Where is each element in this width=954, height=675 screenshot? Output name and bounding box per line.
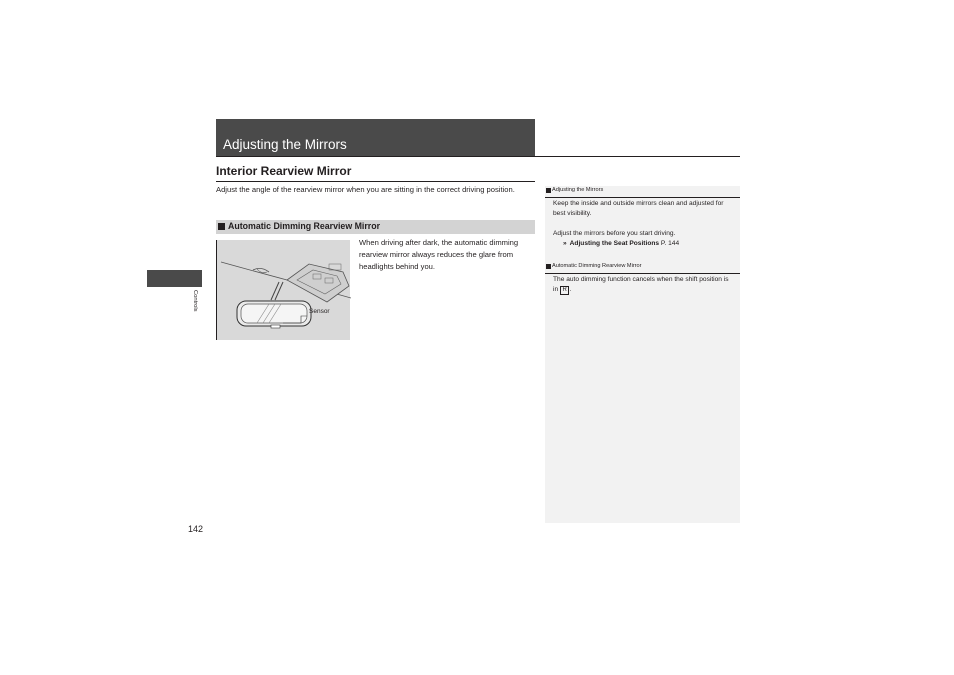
- cross-reference-link[interactable]: [553, 239, 733, 249]
- chapter-header: [216, 119, 535, 156]
- note-square-icon: [546, 264, 551, 269]
- note-text: [553, 199, 733, 249]
- chapter-tab-label: Controls: [192, 290, 198, 312]
- chapter-tab: [147, 270, 202, 287]
- reference-title: Adjusting the Seat Positions: [569, 240, 660, 247]
- note-heading: [546, 263, 642, 269]
- note-heading-text: Adjusting the Mirrors: [552, 187, 604, 193]
- note-heading-text: Automatic Dimming Rearview Mirror: [552, 263, 642, 269]
- page-title: Adjusting the Mirrors: [223, 137, 347, 152]
- shift-key-r: R: [560, 286, 569, 295]
- note-divider: [545, 197, 740, 198]
- section-heading: Interior Rearview Mirror: [216, 164, 352, 178]
- title-divider: [216, 156, 740, 157]
- mirror-illustration: [216, 240, 350, 340]
- subsection-header: [216, 220, 535, 234]
- note-text: [553, 275, 733, 295]
- note-heading: [546, 187, 603, 193]
- note-divider: [545, 273, 740, 274]
- sensor-callout: Sensor: [309, 308, 330, 315]
- subsection-text: When driving after dark, the automatic dimming rearview mirror always reduces the glare from headlights behind you.: [359, 238, 519, 271]
- reference-page: P. 144: [660, 240, 680, 247]
- section-divider: [216, 181, 535, 182]
- subsection-heading: Automatic Dimming Rearview Mirror: [228, 221, 381, 231]
- note-period: .: [569, 286, 572, 293]
- square-bullet-icon: [218, 223, 225, 230]
- note-paragraph: The auto dimming function cancels when the shift position is in: [553, 276, 729, 293]
- double-chevron-right-icon: »: [563, 240, 567, 247]
- note-paragraph: Keep the inside and outside mirrors clean and adjusted for best visibility.: [553, 200, 724, 217]
- note-paragraph: Adjust the mirrors before you start driving.: [553, 230, 676, 237]
- section-intro: Adjust the angle of the rearview mirror when you are sitting in the correct driving position.: [216, 185, 515, 194]
- rearview-mirror-drawing: [217, 240, 351, 340]
- note-square-icon: [546, 188, 551, 193]
- page-number: 142: [188, 524, 204, 534]
- notes-sidebar: [545, 186, 740, 523]
